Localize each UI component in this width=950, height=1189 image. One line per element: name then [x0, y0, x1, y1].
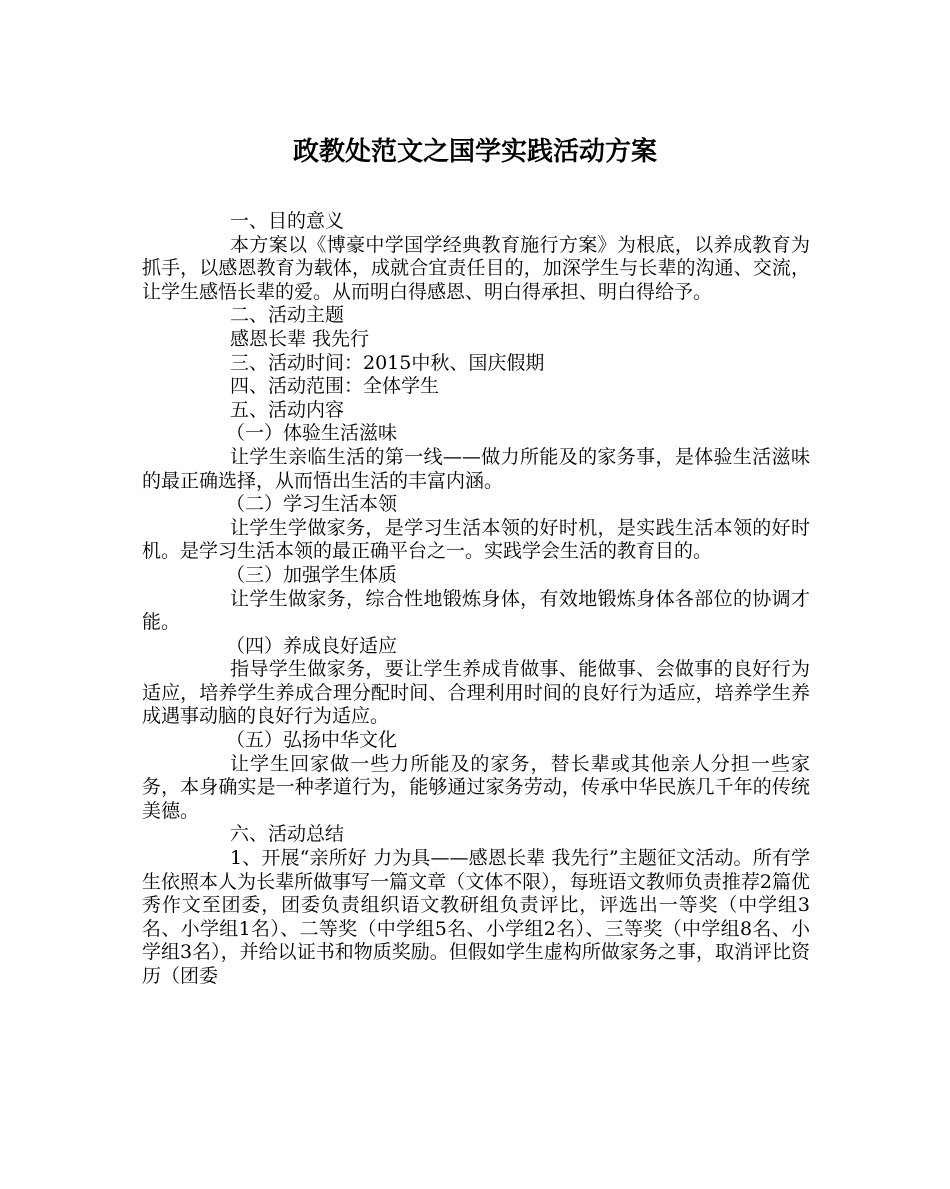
section-heading: 六、活动总结 — [230, 823, 345, 846]
section-heading: 三、活动时间：2015中秋、国庆假期 — [230, 351, 545, 374]
paragraph: 让学生学做家务，是学习生活本领的好时机，是实践生活本领的好时机。是学习生活本领的最正确平台之一。实践学会生活的教育目的。 — [142, 516, 810, 563]
section-heading: 四、活动范围：全体学生 — [230, 375, 440, 398]
paragraph: 让学生回家做一些力所能及的家务，替长辈或其他亲人分担一些家务，本身确实是一种孝道行为，能够通过家务劳动，传承中华民族几千年的传统美德。 — [142, 752, 810, 822]
document-title: 政教处范文之国学实践活动方案 — [292, 137, 657, 167]
document-body — [142, 210, 810, 989]
section-heading: （一）体验生活滋味 — [226, 422, 398, 445]
paragraph: 让学生做家务，综合性地锻炼身体，有效地锻炼身体各部位的协调才能。 — [142, 587, 810, 634]
paragraph: 让学生亲临生活的第一线——做力所能及的家务事，是体验生活滋味的最正确选择，从而悟出生活的丰富内涵。 — [142, 445, 810, 492]
paragraph: 1、开展“亲所好 力为具——感恩长辈 我先行”主题征文活动。所有学生依照本人为长辈所做事写一篇文章（文体不限），每班语文教师负责推荐2篇优秀作文至团委，团委负责组织语文教研组负责评比，评选出一等奖（中学组3名、小学组1名）、二等奖（中学组5名、小学组2名）、三等奖（中学组8名、小学组3名），并给以证书和物质奖励。但假如学生虚构所做家务之事，取消评比资历（团委 — [142, 847, 810, 987]
section-heading: （四）养成良好适应 — [226, 634, 398, 657]
theme-line: 感恩长辈 我先行 — [230, 327, 370, 350]
paragraph: 指导学生做家务，要让学生养成肯做事、能做事、会做事的良好行为适应，培养学生养成合理分配时间、合理利用时间的良好行为适应，培养学生养成遇事动脑的良好行为适应。 — [142, 658, 810, 728]
section-heading: （三）加强学生体质 — [226, 563, 398, 586]
section-heading: 五、活动内容 — [230, 398, 345, 421]
paragraph: 本方案以《博豪中学国学经典教育施行方案》为根底，以养成教育为抓手，以感恩教育为载体，成就合宜责任目的，加深学生与长辈的沟通、交流，让学生感悟长辈的爱。从而明白得感恩、明白得承担、明白得给予。 — [142, 233, 810, 303]
section-heading: （五）弘扬中华文化 — [226, 729, 398, 752]
section-heading: 一、目的意义 — [230, 210, 345, 232]
section-heading: 二、活动主题 — [230, 304, 345, 327]
section-heading: （二）学习生活本领 — [226, 493, 398, 516]
